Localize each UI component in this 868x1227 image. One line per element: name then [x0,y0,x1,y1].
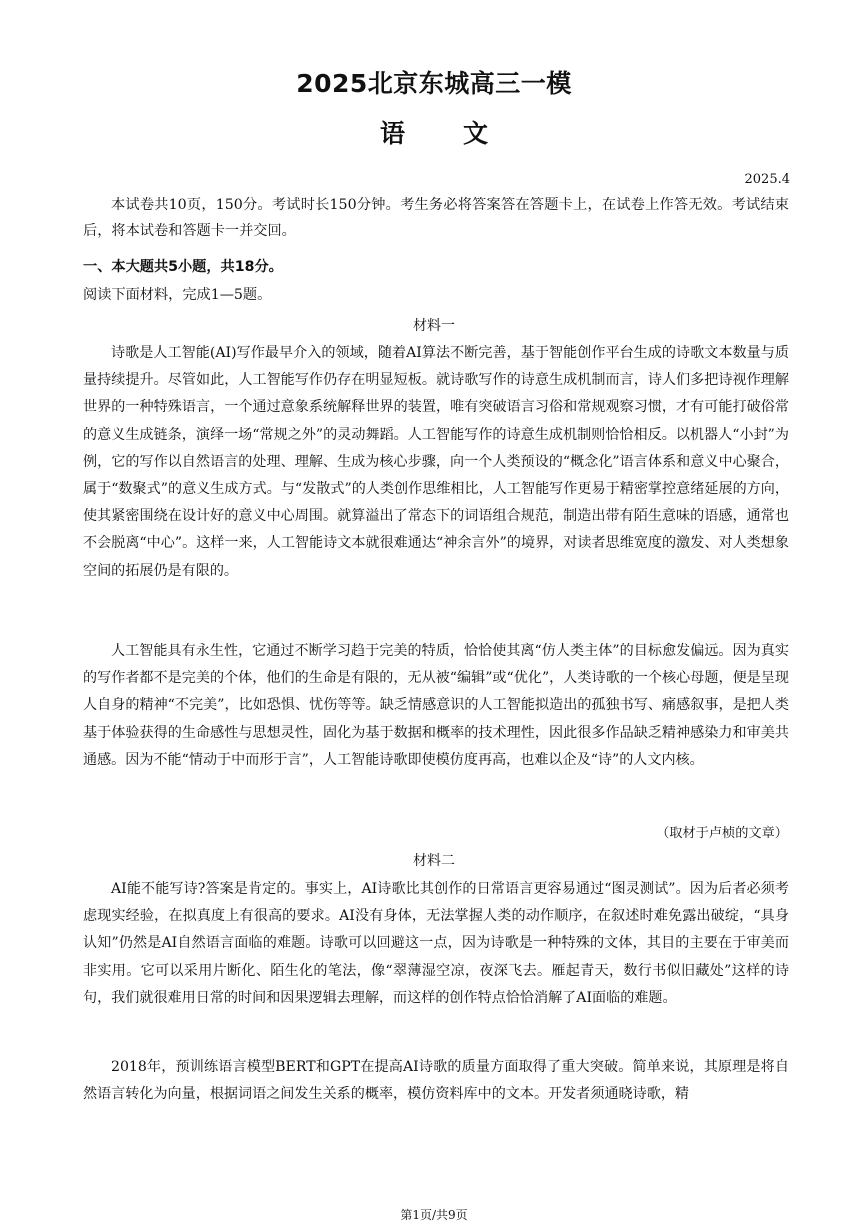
subject-heading [0,114,868,150]
material-two-paragraph-2: 2018年，预训练语言模型BERT和GPT在提高AI诗歌的质量方面取得了重大突破。简单来说，其原理是将自然语言转化为向量，根据词语之间发生关系的概率，模仿资料库中的文本。开发者须通晓诗歌，精 [83,1059,789,1103]
material-two-paragraph-1: AI能不能写诗?答案是肯定的。事实上，AI诗歌比其创作的日常语言更容易通过“图灵测试”。因为后者必须考虑现实经验，在拟真度上有很高的要求。AI没有身体，无法掌握人类的动作顺序，在叙述时难免露出破绽，“具身认知”仍然是AI自然语言面临的难题。诗歌可以回避这一点，因为诗歌是一种特殊的文体，其目的主要在于审美而非实用。它可以采用片断化、陌生化的笔法，像“翠薄湿空凉，夜深飞去。雁起青天，数行书似旧藏处”这样的诗句，我们就很难用日常的时间和因果逻辑去理解，而这样的创作特点恰恰消解了AI面临的难题。 [83,881,789,1006]
subject-char-1: 语 [379,119,405,148]
reading-task: 阅读下面材料，完成1—5题。 [83,287,272,303]
subject-char-2: 文 [463,119,489,148]
material-one-paragraph-2: 人工智能具有永生性，它通过不断学习趋于完美的特质，恰恰使其离“仿人类主体”的目标愈发偏远。因为真实的写作者都不是完美的个体，他们的生命是有限的，无从被“编辑”或“优化”，人类诗歌的一个核心母题，便是呈现人自身的精神“不完美”，比如恐惧、忧伤等等。缺乏情感意识的人工智能拟造出的孤独书写、痛感叙事，是把人类基于体验获得的生命感性与思想灵性，固化为基于数据和概率的技术理性，因此很多作品缺乏精神感染力和审美共通感。因为不能“情动于中而形于言”，人工智能诗歌即使模仿度再高，也难以企及“诗”的人文内核。 [83,643,789,768]
section-one-heading: 一、本大题共5小题，共18分。 [83,259,283,275]
material-one-paragraph-1: 诗歌是人工智能(AI)写作最早介入的领域，随着AI算法不断完善，基于智能创作平台生成的诗歌文本数量与质量持续提升。尽管如此，人工智能写作仍存在明显短板。就诗歌写作的诗意生成机制而言，诗人们多把诗视作理解世界的一种特殊语言，一个通过意象系统解释世界的装置，唯有突破语言习俗和常规观察习惯，才有可能打破俗常的意义生成链条，演绎一场“常规之外”的灵动舞蹈。人工智能写作的诗意生成机制则恰恰相反。以机器人“小封”为例，它的写作以自然语言的处理、理解、生成为核心步骤，向一个人类预设的“概念化”语言体系和意义中心聚合，属于“数聚式”的意义生成方式。与“发散式”的人类创作思维相比，人工智能写作更易于精密掌控意绪延展的方向，使其紧密围绕在设计好的意义中心周围。就算溢出了常态下的词语组合规范，制造出带有陌生意味的语感，通常也不会脱离“中心”。这样一来，人工智能诗文本就很难通达“神余言外”的境界，对读者思维宽度的激发、对人类想象空间的拓展仍是有限的。 [83,345,789,579]
material-two-heading: 材料二 [413,853,455,869]
page-number: 第1页/共9页 [400,1208,468,1222]
exam-instructions: 本试卷共10页，150分。考试时长150分钟。考生务必将答案答在答题卡上，在试卷上作答无效。考试结束后，将本试卷和答题卡一并交回。 [83,197,789,239]
exam-title: 2025北京东城高三一模 [296,69,572,98]
exam-date: 2025.4 [744,172,790,187]
material-one-heading: 材料一 [413,318,455,334]
material-one-source: （取材于卢桢的文章） [656,826,788,841]
